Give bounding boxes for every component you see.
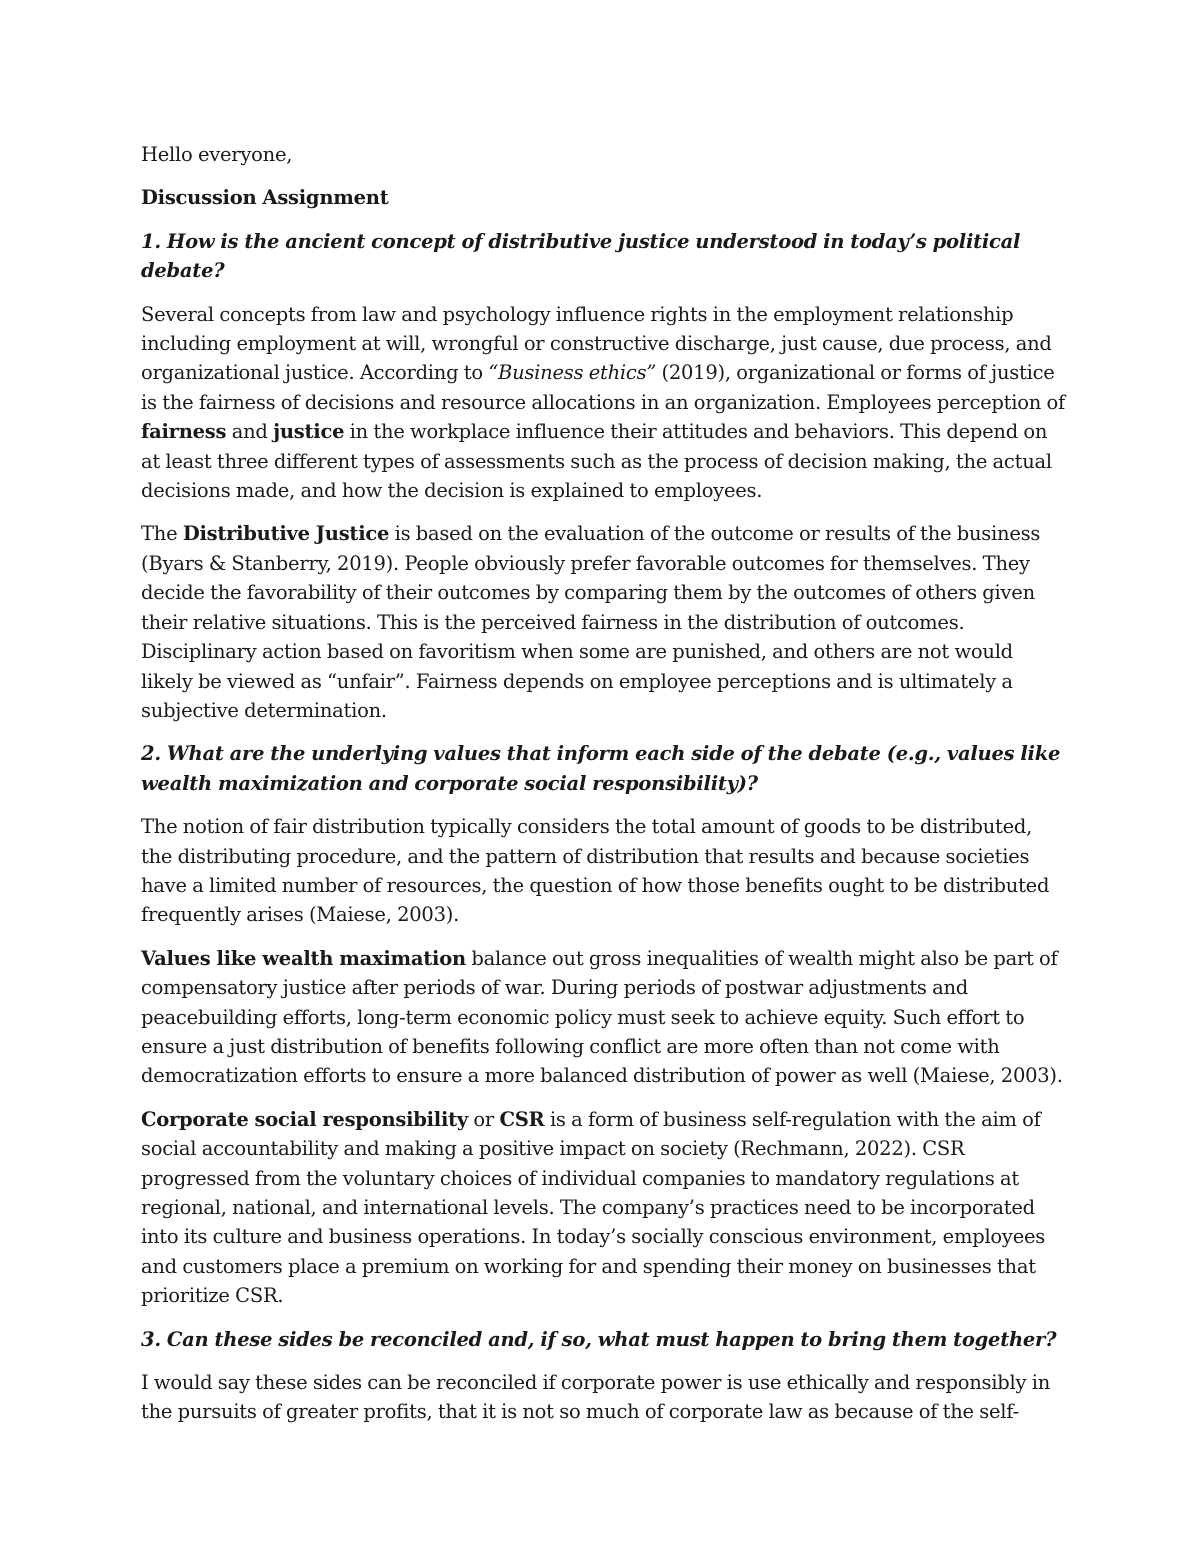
text-run: or [467, 1107, 500, 1131]
paragraph-fair-distribution: The notion of fair distribution typically considers the total amount of goods to be distributed, the distributing procedure, and the pattern of distribution that results and because societies have a limited number of resources, the question of how those benefits ought to be distributed frequently arises (Maiese, 2003). [141, 815, 1050, 927]
paragraph-csr [141, 1105, 1066, 1311]
term-csr: CSR [499, 1107, 545, 1131]
term-wealth-maximation: Values like wealth maximation [141, 946, 466, 970]
paragraph-reconcile: I would say these sides can be reconciled if corporate power is use ethically and responsibly in the pursuits of greater profits, that it is not so much of corporate law as because of the self- [141, 1371, 1051, 1424]
paragraph-wealth-maximation [141, 944, 1066, 1091]
document-body [141, 140, 1066, 1441]
text-run: is based on the evaluation of the outcome or results of the business (Byars & Stanberry, 2019). People obviously prefer favorable outcomes for themselves. They decide the favorability of their outcomes by comparing them by the outcomes of others given their relative situations. This is the perceived fairness in the distribution of outcomes. Disciplinary action based on favoritism when some are punished, and others are not would likely be viewed as “unfair”. Fairness depends on employee perceptions and is ultimately a subjective determination. [141, 522, 1041, 722]
text-run: The [141, 522, 183, 546]
paragraph-distributive-justice [141, 519, 1066, 725]
term-justice: justice [273, 420, 345, 444]
text-run: Several concepts from law and psychology influence rights in the employment relationship including employment at will, wrongful or constructive discharge, just cause, due process, and organizational justice. According to [141, 302, 1052, 385]
term-csr-full: Corporate social responsibility [141, 1107, 468, 1131]
term-distributive-justice: Distributive Justice [182, 522, 390, 546]
question-2: 2. What are the underlying values that inform each side of the debate (e.g., values like wealth maximization and corporate social responsibility)? [141, 742, 1061, 795]
term-fairness: fairness [141, 420, 227, 444]
text-run: in the workplace influence their attitudes and behaviors. This depend on at least three different types of assessments such as the process of decision making, the actual decisions made, and how the decision is explained to employees. [141, 420, 1052, 503]
text-run: is a form of business self-regulation with the aim of social accountability and making a positive impact on society (Rechmann, 2022). CSR progressed from the voluntary choices of individual companies to mandatory regulations at regional, national, and international levels. The company’s practices need to be incorporated into its culture and business operations. In today’s socially conscious environment, employees and customers place a premium on working for and spending their money on businesses that prioritize CSR. [141, 1107, 1046, 1308]
section-heading: Discussion Assignment [141, 186, 389, 210]
question-1: 1. How is the ancient concept of distributive justice understood in today’s political debate? [141, 229, 1021, 283]
greeting: Hello everyone, [141, 143, 293, 166]
citation-title: “Business ethics” [488, 361, 657, 385]
question-3: 3. Can these sides be reconciled and, if so, what must happen to bring them together? [141, 1327, 1057, 1351]
text-run: balance out gross inequalities of wealth might also be part of compensatory justice after periods of war. During periods of postwar adjustments and peacebuilding efforts, long-term economic policy must seek to achieve equity. Such effort to ensure a just distribution of benefits following conflict are more often than not come with democratization efforts to ensure a more balanced distribution of power as well (Maiese, 2003). [141, 946, 1063, 1088]
text-run: (2019), organizational or forms of justice is the fairness of decisions and resource allocations in an organization. Employees perception of [141, 361, 1065, 414]
text-run: and [226, 420, 274, 444]
paragraph-organizational-justice [141, 300, 1066, 506]
